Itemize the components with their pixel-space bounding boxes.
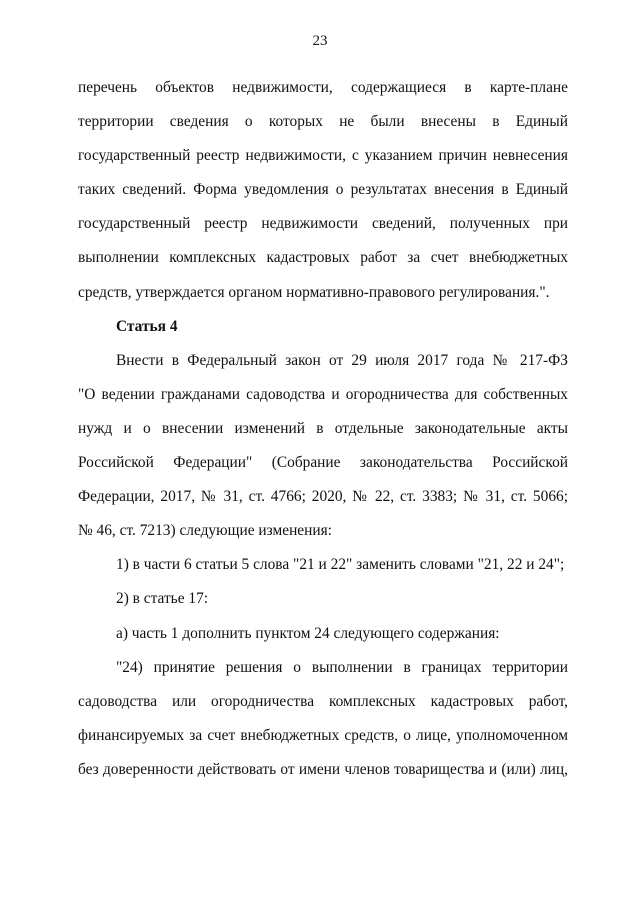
text-line: "24) принятие решения о выполнении в границах территории	[116, 658, 568, 676]
text-line: садоводства или огородничества комплексных кадастровых работ,	[78, 692, 568, 710]
text-line: таких сведений. Форма уведомления о результатах внесения в Единый	[78, 181, 568, 199]
list-item: 1) в части 6 статьи 5 слова "21 и 22" заменить словами "21, 22 и 24";	[116, 556, 565, 574]
text-line: финансируемых за счет внебюджетных средств, о лице, уполномоченном	[78, 726, 568, 744]
text-line: Федерации, 2017, № 31, ст. 4766; 2020, № 22, ст. 3383; № 31, ст. 5066;	[78, 488, 568, 506]
text-line: территории сведения о которых не были внесены в Единый	[78, 113, 568, 131]
text-line: № 46, ст. 7213) следующие изменения:	[78, 522, 332, 540]
list-item: а) часть 1 дополнить пунктом 24 следующего содержания:	[116, 624, 500, 642]
text-line: выполнении комплексных кадастровых работ за счет внебюджетных	[78, 249, 568, 267]
text-line: государственный реестр недвижимости, с указанием причин невнесения	[78, 147, 568, 165]
body-text	[78, 78, 568, 794]
article-heading: Статья 4	[116, 317, 178, 335]
text-line: без доверенности действовать от имени членов товарищества и (или) лиц,	[78, 760, 568, 778]
text-line: государственный реестр недвижимости сведений, полученных при	[78, 215, 568, 233]
text-line: перечень объектов недвижимости, содержащиеся в карте-плане	[78, 79, 568, 96]
list-item: 2) в статье 17:	[116, 590, 209, 608]
text-line: Российской Федерации" (Собрание законодательства Российской	[78, 454, 568, 472]
text-line: "О ведении гражданами садоводства и огородничества для собственных	[78, 385, 568, 403]
text-line: Внести в Федеральный закон от 29 июля 2017 года № 217-ФЗ	[116, 351, 568, 369]
page-number: 23	[312, 33, 328, 49]
text-line: средств, утверждается органом нормативно-правового регулирования.".	[78, 283, 550, 301]
text-line: нужд и о внесении изменений в отдельные законодательные акты	[78, 419, 568, 437]
